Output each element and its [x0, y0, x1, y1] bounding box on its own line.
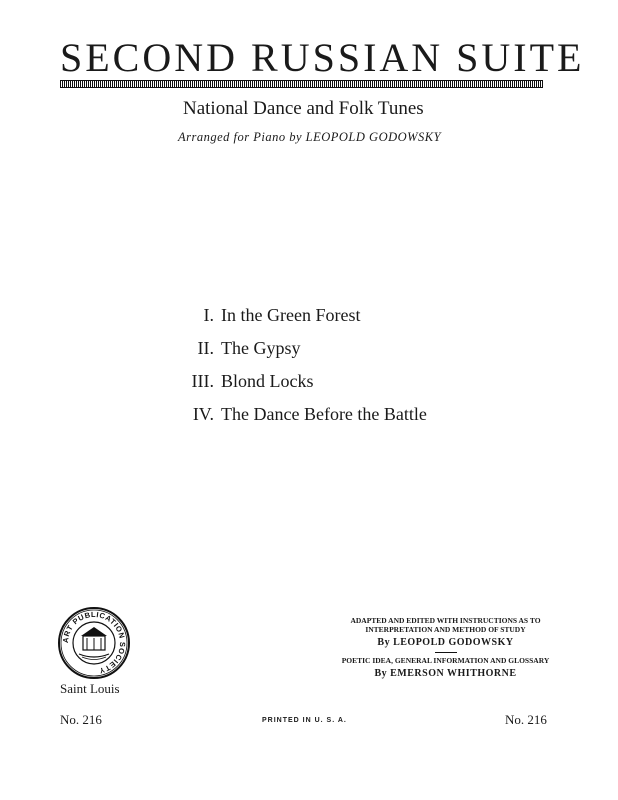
movement-item [178, 371, 427, 404]
credit-line: INTERPRETATION AND METHOD OF STUDY [365, 625, 526, 635]
movement-number: II. [197, 338, 214, 358]
movement-number: III. [191, 371, 214, 391]
credits-divider [435, 652, 457, 653]
title-underline-rule [60, 80, 543, 88]
svg-text:ART PUBLICATION SOCIETY: ART PUBLICATION SOCIETY [60, 609, 128, 676]
suite-title: SECOND RUSSIAN SUITE [60, 35, 585, 80]
movement-title: The Gypsy [221, 338, 301, 358]
publisher-seal-icon [57, 606, 131, 680]
arranger-credit: Arranged for Piano by LEOPOLD GODOWSKY [178, 130, 442, 144]
movement-item [178, 305, 427, 338]
movement-item [178, 404, 427, 437]
printed-in-notice: PRINTED IN U. S. A. [262, 717, 347, 724]
movement-list [178, 305, 427, 437]
edition-number-right: No. 216 [505, 712, 547, 727]
movement-title: The Dance Before the Battle [221, 404, 427, 424]
movement-title: Blond Locks [221, 371, 314, 391]
edition-credits [328, 616, 563, 680]
credit-line: POETIC IDEA, GENERAL INFORMATION AND GLOSSARY [341, 656, 550, 666]
movement-title: In the Green Forest [221, 305, 361, 325]
editor-name: By LEOPOLD GODOWSKY [377, 636, 514, 648]
movement-number: I. [203, 305, 214, 325]
author-name: By EMERSON WHITHORNE [374, 667, 517, 679]
movement-item [178, 338, 427, 371]
publisher-city: Saint Louis [60, 681, 120, 696]
subtitle: National Dance and Folk Tunes [183, 98, 424, 119]
edition-number-left: No. 216 [60, 712, 102, 727]
credit-line: ADAPTED AND EDITED WITH INSTRUCTIONS AS TO [350, 616, 541, 625]
movement-number: IV. [192, 404, 214, 424]
